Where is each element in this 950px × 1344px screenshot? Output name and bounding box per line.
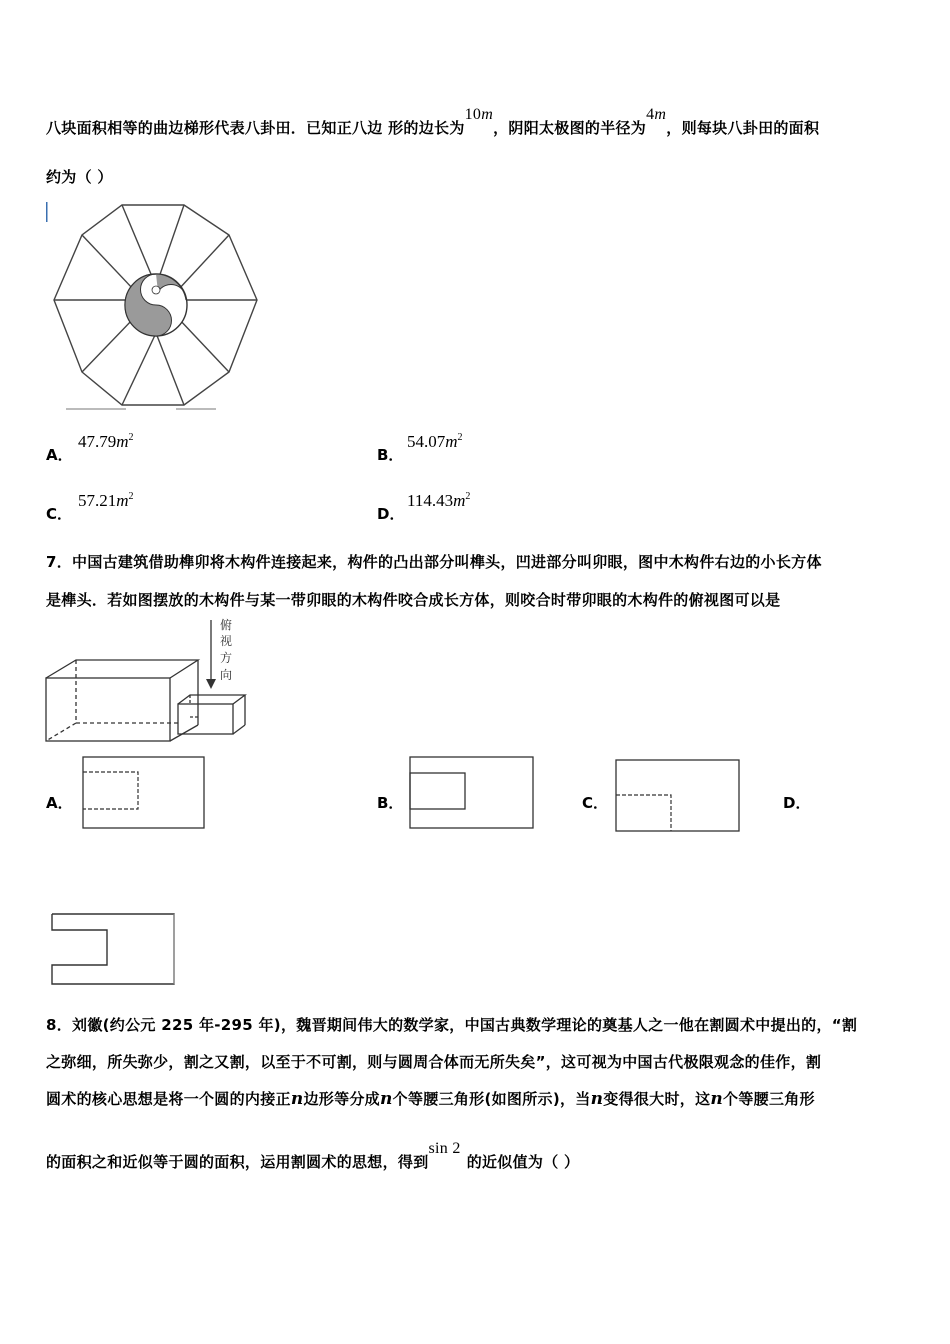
- q8-stem-line2: 之弥细，所失弥少，割之又割，以至于不可割，则与圆周合体而无所失矣”，这可视为中国古代极限观念的佳作，割: [46, 1053, 822, 1071]
- q7-option-d-figure[interactable]: [50, 912, 180, 988]
- q7-stem-line2: 是榫头．若如图摆放的木构件与某一带卯眼的木构件咬合成长方体，则咬合时带卯眼的木构件的俯视图可以是: [46, 591, 781, 609]
- q6-radius: 4m: [646, 106, 667, 123]
- q7-option-c-figure[interactable]: [615, 759, 741, 833]
- q6-option-c[interactable]: C． $57.21m^2$: [46, 491, 134, 523]
- q8-stem-line3: 圆术的核心思想是将一个圆的内接正n边形等分成n个等腰三角形(如图所示)，当n变得很大时，这n个等腰三角形: [46, 1089, 815, 1109]
- q6-text-a: 八块面积相等的曲边梯形代表八卦田．已知正八边 形的边长为: [46, 119, 465, 137]
- arrow-down-icon: [206, 679, 216, 689]
- sin-expression: sin 2: [428, 1140, 461, 1157]
- q8-stem-line4: 的面积之和近似等于圆的面积，运用割圆术的思想，得到sin 2的近似值为（ ）: [46, 1140, 580, 1171]
- mortise-tenon-figure: [44, 615, 274, 745]
- q7-option-c-label[interactable]: C．: [582, 794, 609, 812]
- q6-side-length: 10m: [464, 106, 494, 123]
- q7-option-b-figure[interactable]: [409, 756, 535, 830]
- octagon-taiji-figure: [46, 200, 266, 412]
- view-direction-char: 俯: [220, 618, 233, 632]
- q7-option-d-label[interactable]: D．: [783, 794, 811, 812]
- q7-option-b-label[interactable]: B．: [377, 794, 404, 812]
- q6-stem-line2: 约为（ ）: [46, 168, 113, 186]
- view-direction-char: 向: [220, 668, 233, 682]
- q7-option-a-figure[interactable]: [82, 756, 206, 830]
- q6-option-b[interactable]: B． $54.07m^2$: [377, 432, 463, 464]
- view-direction-char: 视: [220, 634, 233, 648]
- q6-stem-line1: [46, 106, 820, 138]
- q8-stem-line1: 8．刘徽(约公元 225 年-295 年)，魏晋期间伟大的数学家，中国古典数学理论的奠基人之一他在割圆术中提出的，“割: [46, 1016, 858, 1034]
- q7-stem-line1: 7．中国古建筑借助榫卯将木构件连接起来，构件的凸出部分叫榫头，凹进部分叫卯眼，图中木构件右边的小长方体: [46, 553, 822, 571]
- view-direction-char: 方: [220, 651, 233, 665]
- q7-option-a-label[interactable]: A．: [46, 794, 73, 812]
- q6-text-c: ，则每块八卦田的面积: [666, 119, 820, 137]
- q6-option-a[interactable]: A． $47.79m^2$: [46, 432, 134, 464]
- q6-text-b: ，阴阳太极图的半径为: [493, 119, 647, 137]
- yin-yang-icon: [125, 274, 187, 336]
- q6-option-d[interactable]: D． $114.43m^2$: [377, 491, 471, 523]
